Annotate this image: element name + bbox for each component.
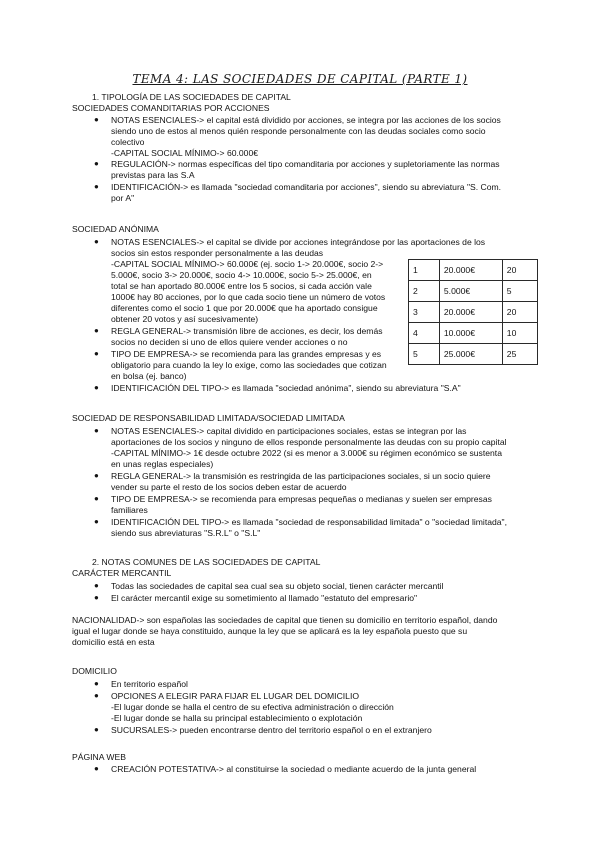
table-cell: 3 <box>409 302 440 323</box>
comanditaria-heading: SOCIEDADES COMANDITARIAS POR ACCIONES <box>72 103 270 113</box>
pagina-web-heading: PÁGINA WEB <box>72 752 126 762</box>
bullet-icon: ● <box>94 237 99 246</box>
bullet-icon: ● <box>94 383 99 392</box>
text-line: REGULACIÓN-> normas específicas del tipo comanditaria por acciones y supletoriamente las normas <box>111 159 500 169</box>
table-cell: 1 <box>409 260 440 281</box>
text-line: IDENTIFICACIÓN-> es llamada "sociedad comanditaria por acciones", siendo su abreviatura "S. Com. <box>111 182 502 192</box>
text-line: por A" <box>111 193 135 203</box>
text-line: OPCIONES A ELEGIR PARA FIJAR EL LUGAR DEL DOMICILIO <box>111 691 360 701</box>
text-line: -CAPITAL SOCIAL MÍNIMO-> 60.000€ (ej. socio 1-> 20.000€, socio 2-> <box>111 259 384 269</box>
text-line: obligatorio para cuando la ley lo exige, como las sociedades que cotizan <box>111 360 387 370</box>
bullet-icon: ● <box>94 494 99 503</box>
bullet-icon: ● <box>94 581 99 590</box>
text-line: aportaciones de los socios y ninguno de ellos responde personalmente las deudas con su propio capital <box>111 437 507 447</box>
page-title: TEMA 4: LAS SOCIEDADES DE CAPITAL (PARTE 1) <box>132 72 468 86</box>
text-line: TIPO DE EMPRESA-> se recomienda para las grandes empresas y es <box>111 349 382 359</box>
text-line: SUCURSALES-> pueden encontrarse dentro del territorio español o en el extranjero <box>111 725 432 735</box>
table-cell: 25.000€ <box>439 344 502 365</box>
text-line: colectivo <box>111 137 145 147</box>
text-line: total se han aportado 80.000€ entre los 5 socios, si cada acción vale <box>111 281 372 291</box>
table-cell: 4 <box>409 323 440 344</box>
text-line: -CAPITAL MÍNIMO-> 1€ desde octubre 2022 (si es menor a 3.000€ su régimen económico se sustenta <box>111 448 502 458</box>
text-line: El carácter mercantil exige su sometimiento al llamado "estatuto del empresario" <box>111 593 418 603</box>
bullet-icon: ● <box>94 691 99 700</box>
section-2-heading: 2. NOTAS COMUNES DE LAS SOCIEDADES DE CAPITAL <box>92 557 321 567</box>
text-line: diferentes como el socio 1 que por 20.000€ que ha aportado consigue <box>111 303 378 313</box>
text-line: obtener 20 votos y así sucesivamente) <box>111 314 259 324</box>
table-cell: 20 <box>502 260 537 281</box>
text-line: socios no deciden si uno de ellos quiere vender acciones o no <box>111 337 348 347</box>
sa-heading: SOCIEDAD ANÓNIMA <box>72 224 159 234</box>
table-row <box>409 323 538 344</box>
bullet-icon: ● <box>94 679 99 688</box>
text-line: NOTAS ESENCIALES-> el capital está dividido por acciones, se integra por las acciones de los socios <box>111 115 501 125</box>
text-line: -El lugar donde se halla su principal establecimiento o explotación <box>111 713 363 723</box>
text-line: IDENTIFICACIÓN DEL TIPO-> es llamada "sociedad anónima", siendo su abreviatura "S.A" <box>111 383 461 393</box>
text-line: REGLA GENERAL-> transmisión libre de acciones, es decir, los demás <box>111 326 383 336</box>
table-row <box>409 281 538 302</box>
bullet-icon: ● <box>94 725 99 734</box>
table-cell: 25 <box>502 344 537 365</box>
domicilio-heading: DOMICILIO <box>72 666 117 676</box>
table-cell: 10 <box>502 323 537 344</box>
text-line: -El lugar donde se halla el centro de su efectiva administración o dirección <box>111 702 394 712</box>
table-cell: 5 <box>502 281 537 302</box>
text-line: igual el lugar donde se haya constituido, aunque la ley que se aplicará es la ley española puesto que su <box>72 626 468 636</box>
mercantil-heading: CARÁCTER MERCANTIL <box>72 568 172 578</box>
text-line: en bolsa (ej. banco) <box>111 371 187 381</box>
section-1-heading: 1. TIPOLOGÍA DE LAS SOCIEDADES DE CAPITAL <box>92 92 291 102</box>
table-row <box>409 260 538 281</box>
table-cell: 20 <box>502 302 537 323</box>
text-line: -CAPITAL SOCIAL MÍNIMO-> 60.000€ <box>111 148 259 158</box>
bullet-icon: ● <box>94 349 99 358</box>
text-line: REGLA GENERAL-> la transmisión es restringida de las participaciones sociales, si un socio quiere <box>111 471 491 481</box>
table-cell: 5.000€ <box>439 281 502 302</box>
text-line: CREACIÓN POTESTATIVA-> al constituirse la sociedad o mediante acuerdo de la junta general <box>111 764 477 774</box>
text-line: previstas para las S.A <box>111 170 195 180</box>
bullet-icon: ● <box>94 517 99 526</box>
text-line: familiares <box>111 505 148 515</box>
text-line: domicilio está en esta <box>72 637 155 647</box>
text-line: NACIONALIDAD-> son españolas las sociedades de capital que tienen su domicilio en territorio español, dando <box>72 615 498 625</box>
bullet-icon: ● <box>94 471 99 480</box>
table-row <box>409 344 538 365</box>
table-row <box>409 302 538 323</box>
text-line: siendo uno de estos al menos quién responde personalmente con las deudas sociales como socio <box>111 126 486 136</box>
text-line: Todas las sociedades de capital sea cual sea su objeto social, tienen carácter mercantil <box>111 581 444 591</box>
bullet-icon: ● <box>94 182 99 191</box>
text-line: 1000€ hay 80 acciones, por lo que cada socio tiene un número de votos <box>111 292 386 302</box>
table-cell: 10.000€ <box>439 323 502 344</box>
srl-heading: SOCIEDAD DE RESPONSABILIDAD LIMITADA/SOCIEDAD LIMITADA <box>72 413 345 423</box>
text-line: En territorio español <box>111 679 188 689</box>
bullet-icon: ● <box>94 764 99 773</box>
table-cell: 20.000€ <box>439 260 502 281</box>
socios-table <box>408 259 538 365</box>
bullet-icon: ● <box>94 115 99 124</box>
text-line: en unas reglas especiales) <box>111 459 214 469</box>
text-line: TIPO DE EMPRESA-> se recomienda para empresas pequeñas o medianas y suelen ser empresas <box>111 494 492 504</box>
text-line: 5.000€, socio 3-> 20.000€, socio 4-> 10.000€, socio 5-> 25.000€, en <box>111 270 372 280</box>
table-cell: 20.000€ <box>439 302 502 323</box>
bullet-icon: ● <box>94 426 99 435</box>
text-line: siendo sus abreviaturas "S.R.L" o "S.L" <box>111 528 261 538</box>
bullet-icon: ● <box>94 326 99 335</box>
table-cell: 2 <box>409 281 440 302</box>
bullet-icon: ● <box>94 159 99 168</box>
text-line: NOTAS ESENCIALES-> el capital se divide por acciones integrándose por las aportaciones de los <box>111 237 486 247</box>
bullet-icon: ● <box>94 593 99 602</box>
text-line: NOTAS ESENCIALES-> capital dividido en participaciones sociales, estas se integran por las <box>111 426 467 436</box>
table-cell: 5 <box>409 344 440 365</box>
text-line: IDENTIFICACIÓN DEL TIPO-> es llamada "sociedad de responsabilidad limitada" o "sociedad limitada", <box>111 517 507 527</box>
text-line: vender su parte el resto de los socios deben estar de acuerdo <box>111 482 347 492</box>
text-line: socios sin estos responder personalmente a las deudas <box>111 248 324 258</box>
